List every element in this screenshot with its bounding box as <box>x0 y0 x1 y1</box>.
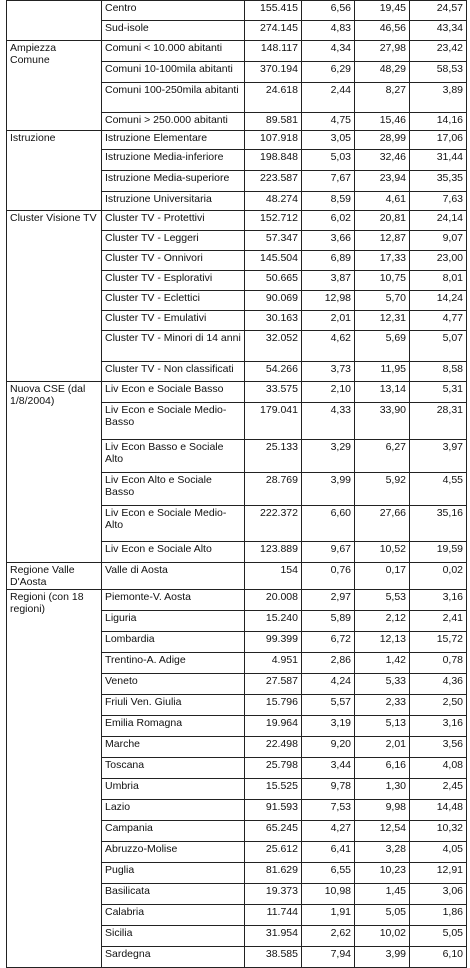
row-label: Campania <box>102 821 245 842</box>
value-cell: 4,83 <box>302 21 355 41</box>
value-cell: 28,31 <box>410 403 467 440</box>
value-cell: 33.575 <box>245 382 302 403</box>
value-cell: 22.498 <box>245 737 302 758</box>
row-label: Sardegna <box>102 947 245 968</box>
value-cell: 3,06 <box>410 884 467 905</box>
value-cell: 12,31 <box>355 311 410 331</box>
value-cell: 8,01 <box>410 271 467 291</box>
value-cell: 2,45 <box>410 779 467 800</box>
row-label: Piemonte-V. Aosta <box>102 590 245 611</box>
value-cell: 32,46 <box>355 150 410 171</box>
value-cell: 7,63 <box>410 192 467 211</box>
row-label: Calabria <box>102 905 245 926</box>
value-cell: 6,10 <box>410 947 467 968</box>
value-cell: 3,16 <box>410 590 467 611</box>
table-row <box>7 1 467 21</box>
row-label: Basilicata <box>102 884 245 905</box>
value-cell: 65.245 <box>245 821 302 842</box>
value-cell: 2,10 <box>302 382 355 403</box>
value-cell: 28.769 <box>245 473 302 506</box>
value-cell: 3,73 <box>302 362 355 382</box>
row-label: Toscana <box>102 758 245 779</box>
row-label: Liguria <box>102 611 245 632</box>
value-cell: 99.399 <box>245 632 302 653</box>
value-cell: 6,72 <box>302 632 355 653</box>
value-cell: 48,29 <box>355 62 410 83</box>
value-cell: 3,99 <box>302 473 355 506</box>
value-cell: 5,89 <box>302 611 355 632</box>
value-cell: 0,78 <box>410 653 467 674</box>
value-cell: 148.117 <box>245 41 302 62</box>
value-cell: 5,05 <box>355 905 410 926</box>
value-cell: 5,07 <box>410 331 467 362</box>
value-cell: 10,23 <box>355 863 410 884</box>
value-cell: 6,02 <box>302 211 355 231</box>
row-label: Comuni 10-100mila abitanti <box>102 62 245 83</box>
value-cell: 7,53 <box>302 800 355 821</box>
value-cell: 6,89 <box>302 251 355 271</box>
value-cell: 10,75 <box>355 271 410 291</box>
value-cell: 14,48 <box>410 800 467 821</box>
value-cell: 6,29 <box>302 62 355 83</box>
value-cell: 8,59 <box>302 192 355 211</box>
value-cell: 4,05 <box>410 842 467 863</box>
value-cell: 89.581 <box>245 113 302 131</box>
value-cell: 4,34 <box>302 41 355 62</box>
row-label: Liv Econ Basso e Sociale Alto <box>102 440 245 473</box>
value-cell: 5,31 <box>410 382 467 403</box>
value-cell: 4,27 <box>302 821 355 842</box>
value-cell: 274.145 <box>245 21 302 41</box>
value-cell: 20,81 <box>355 211 410 231</box>
value-cell: 9,67 <box>302 542 355 563</box>
value-cell: 5,13 <box>355 716 410 737</box>
row-label: Cluster TV - Protettivi <box>102 211 245 231</box>
value-cell: 2,12 <box>355 611 410 632</box>
row-label: Comuni < 10.000 abitanti <box>102 41 245 62</box>
value-cell: 7,94 <box>302 947 355 968</box>
value-cell: 35,35 <box>410 171 467 192</box>
value-cell: 4.951 <box>245 653 302 674</box>
value-cell: 46,56 <box>355 21 410 41</box>
row-label: Sud-isole <box>102 21 245 41</box>
table-row <box>7 41 467 62</box>
value-cell: 6,41 <box>302 842 355 863</box>
value-cell: 23,00 <box>410 251 467 271</box>
value-cell: 4,33 <box>302 403 355 440</box>
row-label: Emilia Romagna <box>102 716 245 737</box>
value-cell: 7,67 <box>302 171 355 192</box>
value-cell: 4,36 <box>410 674 467 695</box>
value-cell: 23,42 <box>410 41 467 62</box>
value-cell: 152.712 <box>245 211 302 231</box>
value-cell: 107.918 <box>245 131 302 150</box>
row-label: Comuni 100-250mila abitanti <box>102 83 245 113</box>
value-cell: 2,50 <box>410 695 467 716</box>
row-label: Friuli Ven. Giulia <box>102 695 245 716</box>
value-cell: 5,70 <box>355 291 410 311</box>
value-cell: 23,94 <box>355 171 410 192</box>
value-cell: 32.052 <box>245 331 302 362</box>
group-label: Istruzione <box>7 131 102 211</box>
value-cell: 58,53 <box>410 62 467 83</box>
value-cell: 4,24 <box>302 674 355 695</box>
value-cell: 223.587 <box>245 171 302 192</box>
value-cell: 5,33 <box>355 674 410 695</box>
row-label: Umbria <box>102 779 245 800</box>
row-label: Liv Econ e Sociale Medio-Basso <box>102 403 245 440</box>
row-label: Istruzione Media-inferiore <box>102 150 245 171</box>
value-cell: 0,76 <box>302 563 355 590</box>
value-cell: 24,14 <box>410 211 467 231</box>
value-cell: 19,45 <box>355 1 410 21</box>
value-cell: 5,05 <box>410 926 467 947</box>
value-cell: 15,72 <box>410 632 467 653</box>
row-label: Veneto <box>102 674 245 695</box>
value-cell: 3,66 <box>302 231 355 251</box>
value-cell: 35,16 <box>410 506 467 542</box>
value-cell: 19.964 <box>245 716 302 737</box>
value-cell: 25.798 <box>245 758 302 779</box>
value-cell: 12,87 <box>355 231 410 251</box>
value-cell: 1,45 <box>355 884 410 905</box>
group-label: Ampiezza Comune <box>7 41 102 131</box>
value-cell: 25.612 <box>245 842 302 863</box>
value-cell: 31,44 <box>410 150 467 171</box>
row-label: Cluster TV - Emulativi <box>102 311 245 331</box>
value-cell: 11.744 <box>245 905 302 926</box>
value-cell: 2,97 <box>302 590 355 611</box>
value-cell: 1,30 <box>355 779 410 800</box>
value-cell: 10,32 <box>410 821 467 842</box>
value-cell: 9,20 <box>302 737 355 758</box>
value-cell: 20.008 <box>245 590 302 611</box>
value-cell: 4,77 <box>410 311 467 331</box>
value-cell: 81.629 <box>245 863 302 884</box>
value-cell: 57.347 <box>245 231 302 251</box>
value-cell: 5,53 <box>355 590 410 611</box>
row-label: Cluster TV - Esplorativi <box>102 271 245 291</box>
value-cell: 154 <box>245 563 302 590</box>
data-table <box>6 0 467 968</box>
row-label: Comuni > 250.000 abitanti <box>102 113 245 131</box>
value-cell: 10,02 <box>355 926 410 947</box>
value-cell: 6,56 <box>302 1 355 21</box>
row-label: Lombardia <box>102 632 245 653</box>
value-cell: 90.069 <box>245 291 302 311</box>
value-cell: 6,16 <box>355 758 410 779</box>
value-cell: 2,01 <box>302 311 355 331</box>
row-label: Abruzzo-Molise <box>102 842 245 863</box>
value-cell: 12,54 <box>355 821 410 842</box>
value-cell: 33,90 <box>355 403 410 440</box>
value-cell: 15.796 <box>245 695 302 716</box>
table-row <box>7 590 467 611</box>
value-cell: 1,42 <box>355 653 410 674</box>
value-cell: 145.504 <box>245 251 302 271</box>
row-label: Puglia <box>102 863 245 884</box>
value-cell: 6,55 <box>302 863 355 884</box>
value-cell: 31.954 <box>245 926 302 947</box>
value-cell: 14,24 <box>410 291 467 311</box>
data-table-page <box>6 0 466 960</box>
value-cell: 43,34 <box>410 21 467 41</box>
group-label <box>7 1 102 41</box>
value-cell: 8,27 <box>355 83 410 113</box>
row-label: Liv Econ e Sociale Medio-Alto <box>102 506 245 542</box>
value-cell: 4,61 <box>355 192 410 211</box>
row-label: Cluster TV - Minori di 14 anni <box>102 331 245 362</box>
row-label: Istruzione Universitaria <box>102 192 245 211</box>
group-label: Regioni (con 18 regioni) <box>7 590 102 968</box>
value-cell: 10,98 <box>302 884 355 905</box>
value-cell: 3,99 <box>355 947 410 968</box>
value-cell: 24.618 <box>245 83 302 113</box>
table-row <box>7 382 467 403</box>
value-cell: 27,66 <box>355 506 410 542</box>
group-label: Nuova CSE (dal 1/8/2004) <box>7 382 102 563</box>
value-cell: 3,89 <box>410 83 467 113</box>
value-cell: 3,19 <box>302 716 355 737</box>
data-table-body <box>7 1 467 968</box>
value-cell: 27,98 <box>355 41 410 62</box>
value-cell: 19.373 <box>245 884 302 905</box>
table-row <box>7 211 467 231</box>
value-cell: 24,57 <box>410 1 467 21</box>
value-cell: 9,07 <box>410 231 467 251</box>
value-cell: 17,33 <box>355 251 410 271</box>
value-cell: 5,69 <box>355 331 410 362</box>
value-cell: 13,14 <box>355 382 410 403</box>
value-cell: 50.665 <box>245 271 302 291</box>
group-label: Regione Valle D'Aosta <box>7 563 102 590</box>
value-cell: 28,99 <box>355 131 410 150</box>
value-cell: 2,01 <box>355 737 410 758</box>
row-label: Liv Econ e Sociale Basso <box>102 382 245 403</box>
value-cell: 12,98 <box>302 291 355 311</box>
value-cell: 11,95 <box>355 362 410 382</box>
value-cell: 30.163 <box>245 311 302 331</box>
value-cell: 48.274 <box>245 192 302 211</box>
value-cell: 8,58 <box>410 362 467 382</box>
value-cell: 91.593 <box>245 800 302 821</box>
value-cell: 38.585 <box>245 947 302 968</box>
value-cell: 25.133 <box>245 440 302 473</box>
row-label: Istruzione Media-superiore <box>102 171 245 192</box>
value-cell: 27.587 <box>245 674 302 695</box>
value-cell: 123.889 <box>245 542 302 563</box>
value-cell: 179.041 <box>245 403 302 440</box>
value-cell: 15.525 <box>245 779 302 800</box>
value-cell: 19,59 <box>410 542 467 563</box>
row-label: Trentino-A. Adige <box>102 653 245 674</box>
value-cell: 3,29 <box>302 440 355 473</box>
value-cell: 9,98 <box>355 800 410 821</box>
value-cell: 2,62 <box>302 926 355 947</box>
row-label: Cluster TV - Eclettici <box>102 291 245 311</box>
row-label: Marche <box>102 737 245 758</box>
value-cell: 17,06 <box>410 131 467 150</box>
row-label: Liv Econ e Sociale Alto <box>102 542 245 563</box>
table-row <box>7 563 467 590</box>
value-cell: 2,41 <box>410 611 467 632</box>
value-cell: 14,16 <box>410 113 467 131</box>
value-cell: 12,91 <box>410 863 467 884</box>
value-cell: 198.848 <box>245 150 302 171</box>
value-cell: 9,78 <box>302 779 355 800</box>
value-cell: 4,75 <box>302 113 355 131</box>
value-cell: 5,57 <box>302 695 355 716</box>
value-cell: 15,46 <box>355 113 410 131</box>
value-cell: 3,28 <box>355 842 410 863</box>
value-cell: 4,62 <box>302 331 355 362</box>
value-cell: 0,17 <box>355 563 410 590</box>
value-cell: 3,05 <box>302 131 355 150</box>
value-cell: 3,16 <box>410 716 467 737</box>
value-cell: 4,08 <box>410 758 467 779</box>
row-label: Valle di Aosta <box>102 563 245 590</box>
row-label: Sicilia <box>102 926 245 947</box>
group-label: Cluster Visione TV <box>7 211 102 382</box>
value-cell: 2,33 <box>355 695 410 716</box>
row-label: Istruzione Elementare <box>102 131 245 150</box>
value-cell: 2,86 <box>302 653 355 674</box>
value-cell: 0,02 <box>410 563 467 590</box>
value-cell: 12,13 <box>355 632 410 653</box>
value-cell: 2,44 <box>302 83 355 113</box>
value-cell: 4,55 <box>410 473 467 506</box>
value-cell: 6,27 <box>355 440 410 473</box>
row-label: Cluster TV - Onnivori <box>102 251 245 271</box>
value-cell: 5,92 <box>355 473 410 506</box>
value-cell: 370.194 <box>245 62 302 83</box>
value-cell: 10,52 <box>355 542 410 563</box>
value-cell: 3,56 <box>410 737 467 758</box>
row-label: Cluster TV - Leggeri <box>102 231 245 251</box>
value-cell: 3,87 <box>302 271 355 291</box>
value-cell: 15.240 <box>245 611 302 632</box>
value-cell: 1,91 <box>302 905 355 926</box>
value-cell: 1,86 <box>410 905 467 926</box>
row-label: Liv Econ Alto e Sociale Basso <box>102 473 245 506</box>
value-cell: 3,97 <box>410 440 467 473</box>
table-row <box>7 131 467 150</box>
value-cell: 222.372 <box>245 506 302 542</box>
value-cell: 155.415 <box>245 1 302 21</box>
value-cell: 5,03 <box>302 150 355 171</box>
value-cell: 6,60 <box>302 506 355 542</box>
value-cell: 3,44 <box>302 758 355 779</box>
row-label: Centro <box>102 1 245 21</box>
row-label: Cluster TV - Non classificati <box>102 362 245 382</box>
value-cell: 54.266 <box>245 362 302 382</box>
row-label: Lazio <box>102 800 245 821</box>
